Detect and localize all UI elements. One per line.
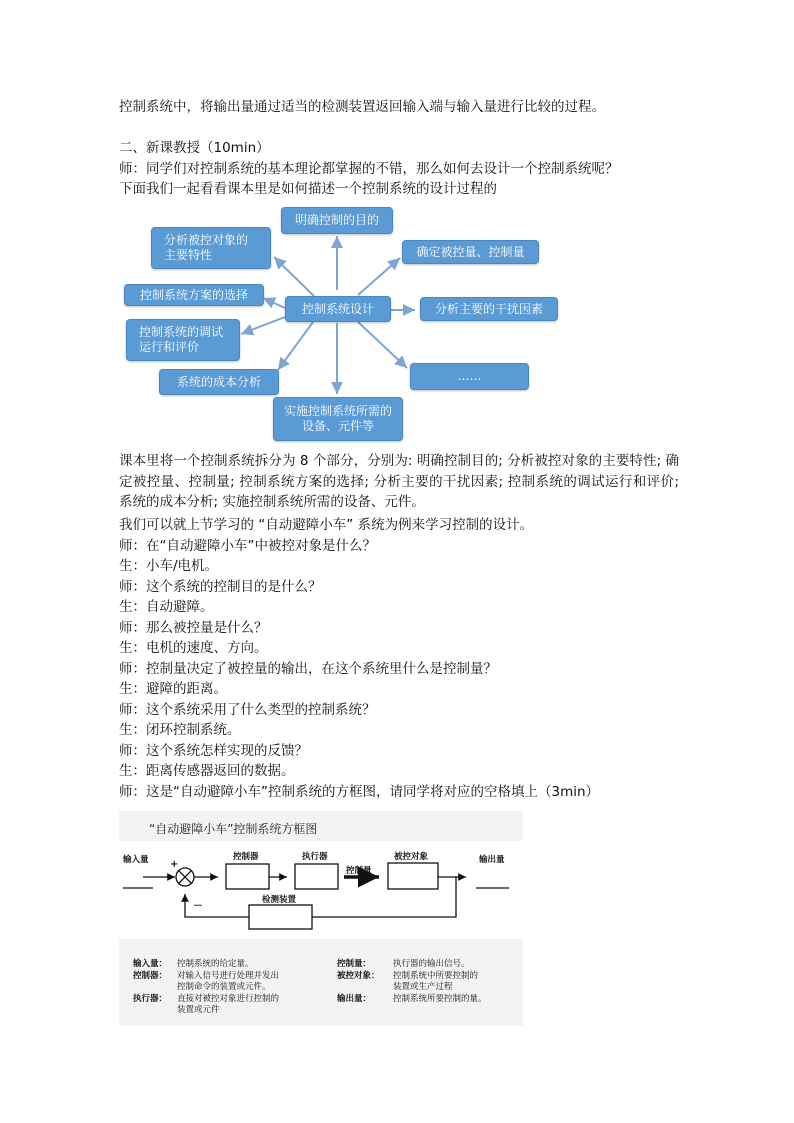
- dialog-line: 师：在“自动避障小车”中被控对象是什么？: [119, 537, 376, 554]
- block-diagram: [119, 811, 523, 1026]
- legend-def: 执行器的输出信号。: [393, 959, 470, 969]
- dialog-line: 生：闭环控制系统。: [119, 722, 241, 738]
- node-bottom: 实施控制系统所需的设备、元件等: [273, 397, 403, 441]
- arrow-top-right: [358, 258, 400, 295]
- dialog-line: 生：距离传感器返回的数据。: [119, 763, 295, 779]
- sensor-box: [249, 905, 312, 929]
- legend-term: 被控对象：: [337, 971, 380, 981]
- arrow-left-low: [241, 317, 285, 334]
- node-center: 控制系统设计: [285, 296, 391, 322]
- node-right: 分析主要的干扰因素: [420, 297, 558, 321]
- legend-term: 输入量：: [133, 959, 168, 969]
- arrow-top-left: [274, 257, 314, 296]
- node-top: 明确控制的目的: [281, 207, 393, 234]
- input-label: 输入量: [123, 855, 149, 865]
- design-mindmap: [118, 200, 548, 445]
- sensor-label: 检测装置: [262, 895, 297, 905]
- output-label: 输出量: [479, 855, 505, 865]
- plant-label: 被控对象: [394, 852, 429, 862]
- dialog-line: 师：这个系统采用了什么类型的控制系统？: [119, 701, 376, 718]
- controller-box: [226, 864, 269, 889]
- node-top-right: 确定被控量、控制量: [402, 240, 539, 264]
- intro-line: 控制系统中，将输出量通过适当的检测装置返回输入端与输入量进行比较的过程。: [119, 99, 605, 115]
- dialog-line: 生：避障的距离。: [119, 681, 227, 697]
- dialog-line: 生：小车/电机。: [119, 558, 219, 574]
- summary-paragraph: 课本里将一个控制系统拆分为 8 个部分，分别为: 明确控制目的; 分析被控对象的主要特性; 确定被控量、控制量; 控制系统方案的选择; 分析主要的干扰因素; 控制系统的调试运行和评价; 系统的成本分析; 实施控制系统所需的设备、元件。: [119, 453, 679, 510]
- controller-label: 控制器: [233, 852, 259, 862]
- legend-term: 控制量：: [337, 959, 372, 969]
- section-heading: 二、新课教授（10min）: [119, 140, 270, 156]
- legend-def: 控制命令的装置或元件。: [177, 982, 271, 992]
- legend-def: 对输入信号进行处理并发出: [177, 971, 280, 981]
- teacher-line: 师：同学们对控制系统的基本理论都掌握的不错，那么如何去设计一个控制系统呢？: [119, 161, 619, 177]
- legend-def: 控制系统所要控制的量。: [393, 994, 487, 1004]
- plus-sign: +: [170, 859, 179, 870]
- dialog-line: 师：这个系统的控制目的是什么？: [119, 578, 322, 595]
- actuator-label: 执行器: [302, 852, 328, 862]
- legend-def: 直接对被控对象进行控制的: [177, 994, 280, 1004]
- legend-def: 控制系统的给定量。: [177, 959, 254, 969]
- intro-line-2: 下面我们一起看看课本里是如何描述一个控制系统的设计过程的: [119, 181, 497, 197]
- legend-term: 控制器：: [133, 971, 168, 981]
- minus-sign: －: [193, 901, 203, 912]
- dialog-line: 师：这是“自动避障小车”控制系统的方框图，请同学将对应的空格填上（3min）: [119, 783, 600, 800]
- plant-box: [388, 863, 438, 889]
- legend-def: 装置或元件: [177, 1005, 220, 1015]
- actuator-box: [295, 864, 338, 889]
- legend-def: 装置或生产过程: [393, 982, 453, 992]
- node-bottom-left: 系统的成本分析: [159, 369, 279, 395]
- arrow-bottom-left: [278, 322, 313, 370]
- node-left-low: 控制系统的调试运行和评价: [126, 319, 240, 361]
- node-bottom-right: ……: [410, 363, 529, 390]
- node-top-left: 分析被控对象的主要特性: [151, 227, 271, 269]
- dialog-line: 生：电机的速度、方向。: [119, 640, 268, 656]
- control-qty-label: 控制量: [346, 866, 372, 876]
- legend-term: 执行器：: [133, 994, 168, 1004]
- dialog-line: 师：这个系统怎样实现的反馈？: [119, 742, 308, 759]
- legend: [119, 939, 523, 1026]
- arrow-left: [263, 298, 285, 308]
- arrow-bottom-right: [358, 322, 407, 368]
- dialog-line: 我们可以就上节学习的 “自动避障小车” 系统为例来学习控制的设计。: [119, 517, 534, 533]
- dialog-line: 师：那么被控量是什么？: [119, 619, 268, 636]
- legend-def: 控制系统中所要控制的: [393, 971, 479, 981]
- legend-term: 输出量：: [337, 994, 372, 1004]
- block-diagram-title: “自动避障小车”控制系统方框图: [149, 822, 318, 836]
- dialog-line: 生：自动避障。: [119, 599, 214, 615]
- node-left: 控制系统方案的选择: [124, 284, 264, 306]
- dialog-line: 师：控制量决定了被控量的输出，在这个系统里什么是控制量？: [119, 660, 497, 677]
